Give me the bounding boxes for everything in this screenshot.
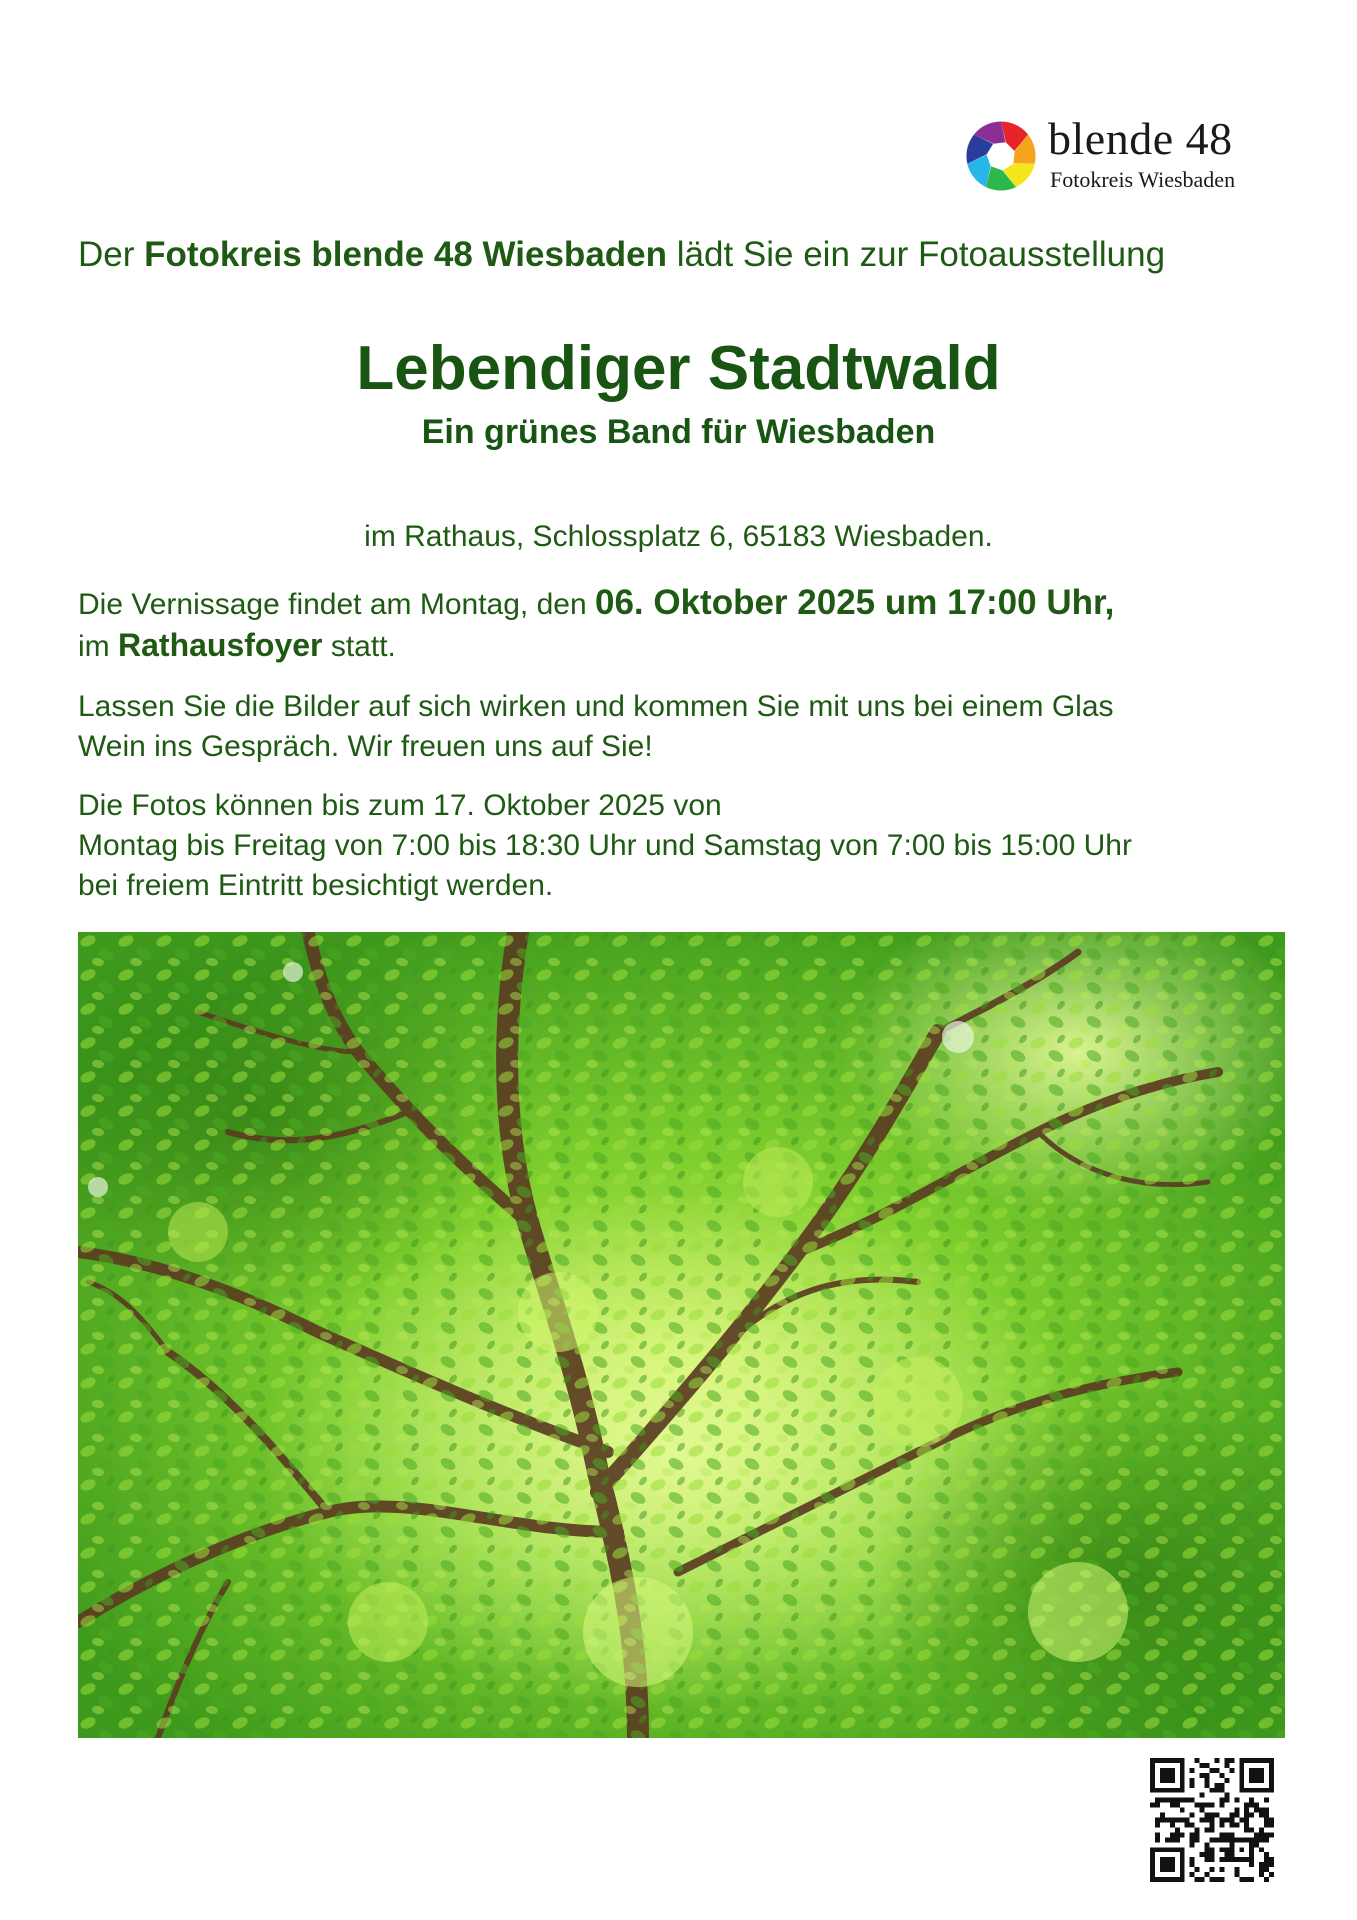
intro-suffix: lädt Sie ein zur Fotoausstellung <box>667 235 1166 274</box>
vernissage-after: statt. <box>322 630 396 663</box>
vernissage-location: Rathausfoyer <box>118 627 323 663</box>
vernissage-im: im <box>78 630 118 663</box>
intro-line <box>78 235 1288 275</box>
exhibition-address: im Rathaus, Schlossplatz 6, 65183 Wiesbaden. <box>364 520 993 553</box>
aperture-icon <box>965 120 1037 192</box>
opening-hours-line-2: Montag bis Freitag von 7:00 bis 18:30 Uhr und Samstag von 7:00 bis 15:00 Uhr <box>78 829 1132 862</box>
opening-hours-line-3: bei freiem Eintritt besichtigt werden. <box>78 869 554 902</box>
invitation-line-2: Wein ins Gespräch. Wir freuen uns auf Sie! <box>78 730 653 763</box>
qr-code-icon[interactable] <box>1150 1758 1274 1882</box>
vernissage-paragraph <box>78 583 1288 667</box>
tree-canopy-photo <box>78 932 1285 1738</box>
club-logo <box>965 113 1275 198</box>
club-name: Fotokreis blende 48 Wiesbaden <box>144 235 668 274</box>
logo-subtitle: Fotokreis Wiesbaden <box>1050 167 1236 192</box>
vernissage-text: Die Vernissage findet am Montag, den <box>78 588 595 621</box>
invitation-paragraph <box>78 687 1288 767</box>
logo-name: blende 48 <box>1048 113 1233 164</box>
vernissage-date-time: 06. Oktober 2025 um 17:00 Uhr, <box>594 583 1115 622</box>
opening-hours-line-1: Die Fotos können bis zum 17. Oktober 2025 von <box>78 789 722 822</box>
exhibition-title: Lebendiger Stadtwald <box>356 334 1001 403</box>
exhibition-subtitle: Ein grünes Band für Wiesbaden <box>421 413 936 451</box>
vernissage-line-2 <box>78 625 1288 667</box>
intro-prefix: Der <box>78 235 145 274</box>
opening-hours-paragraph <box>78 786 1288 906</box>
aperture-opening <box>989 144 1012 167</box>
invitation-line-1: Lassen Sie die Bilder auf sich wirken und kommen Sie mit uns bei einem Glas <box>78 690 1114 723</box>
vernissage-line-1 <box>78 583 1288 625</box>
